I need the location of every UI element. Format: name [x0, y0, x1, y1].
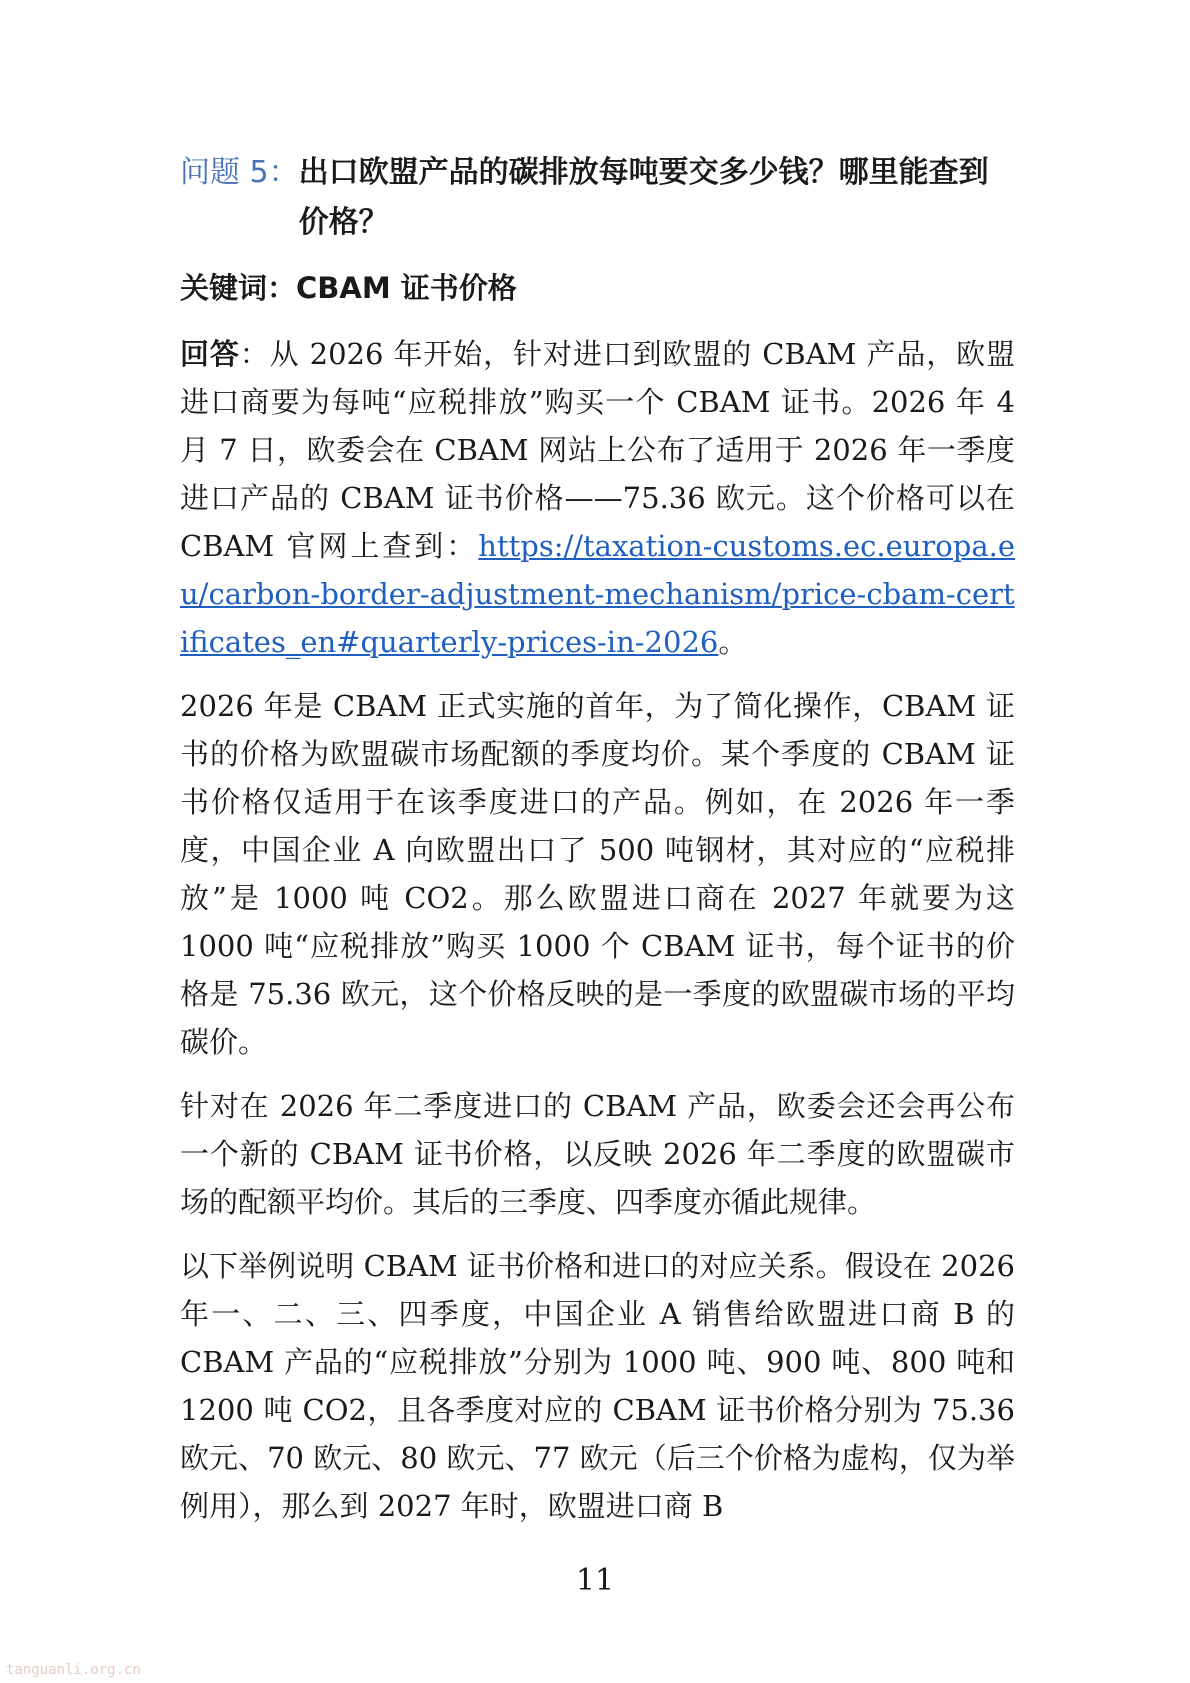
watermark-text: tanguanli.org.cn	[6, 1662, 141, 1678]
page-number: 11	[575, 1563, 615, 1598]
question-heading	[180, 148, 1015, 248]
document-body	[180, 148, 1015, 1546]
question-label: 问题 5：	[180, 155, 299, 190]
answer-paragraph	[180, 330, 1015, 666]
paragraph-second-quarter: 针对在 2026 年二季度进口的 CBAM 产品，欧委会还会再公布一个新的 CBAM 证书价格，以反映 2026 年二季度的欧盟碳市场的配额平均价。其后的三季度、四季度亦循此规律。	[180, 1089, 1015, 1219]
keyword-line: 关键词：CBAM 证书价格	[180, 271, 517, 305]
cbam-price-link[interactable]: https://taxation-customs.ec.europa.eu/carbon-border-adjustment-mechanism/price-cbam-certificates_en#quarterly-prices-in-2026	[180, 529, 1015, 659]
answer-text: 从 2026 年开始，针对进口到欧盟的 CBAM 产品，欧盟进口商要为每吨“应税排放”购买一个 CBAM 证书。2026 年 4 月 7 日，欧委会在 CBAM 网站上公布了适用于 2026 年一季度进口产品的 CBAM 证书价格——75.36 欧元。这个价格可以在 CBAM 官网上查到：	[180, 337, 1015, 563]
paragraph-example: 以下举例说明 CBAM 证书价格和进口的对应关系。假设在 2026 年一、二、三、四季度，中国企业 A 销售给欧盟进口商 B 的 CBAM 产品的“应税排放”分别为 1000 吨、900 吨、800 吨和 1200 吨 CO2，且各季度对应的 CBAM 证书价格分别为 75.36 欧元、70 欧元、80 欧元、77 欧元（后三个价格为虚构，仅为举例用），那么到 2027 年时，欧盟进口商 B	[180, 1249, 1015, 1523]
answer-label: 回答	[180, 337, 240, 371]
answer-text-end: 。	[718, 625, 748, 659]
answer-colon: ：	[239, 337, 270, 371]
paragraph-first-year: 2026 年是 CBAM 正式实施的首年，为了简化操作，CBAM 证书的价格为欧盟碳市场配额的季度均价。某个季度的 CBAM 证书价格仅适用于在该季度进口的产品。例如，在 2026 年一季度，中国企业 A 向欧盟出口了 500 吨钢材，其对应的“应税排放”是 1000 吨 CO2。那么欧盟进口商在 2027 年就要为这 1000 吨“应税排放”购买 1000 个 CBAM 证书，每个证书的价格是 75.36 欧元，这个价格反映的是一季度的欧盟碳市场的平均碳价。	[180, 689, 1015, 1059]
question-text: 出口欧盟产品的碳排放每吨要交多少钱？哪里能查到价格？	[298, 155, 989, 240]
